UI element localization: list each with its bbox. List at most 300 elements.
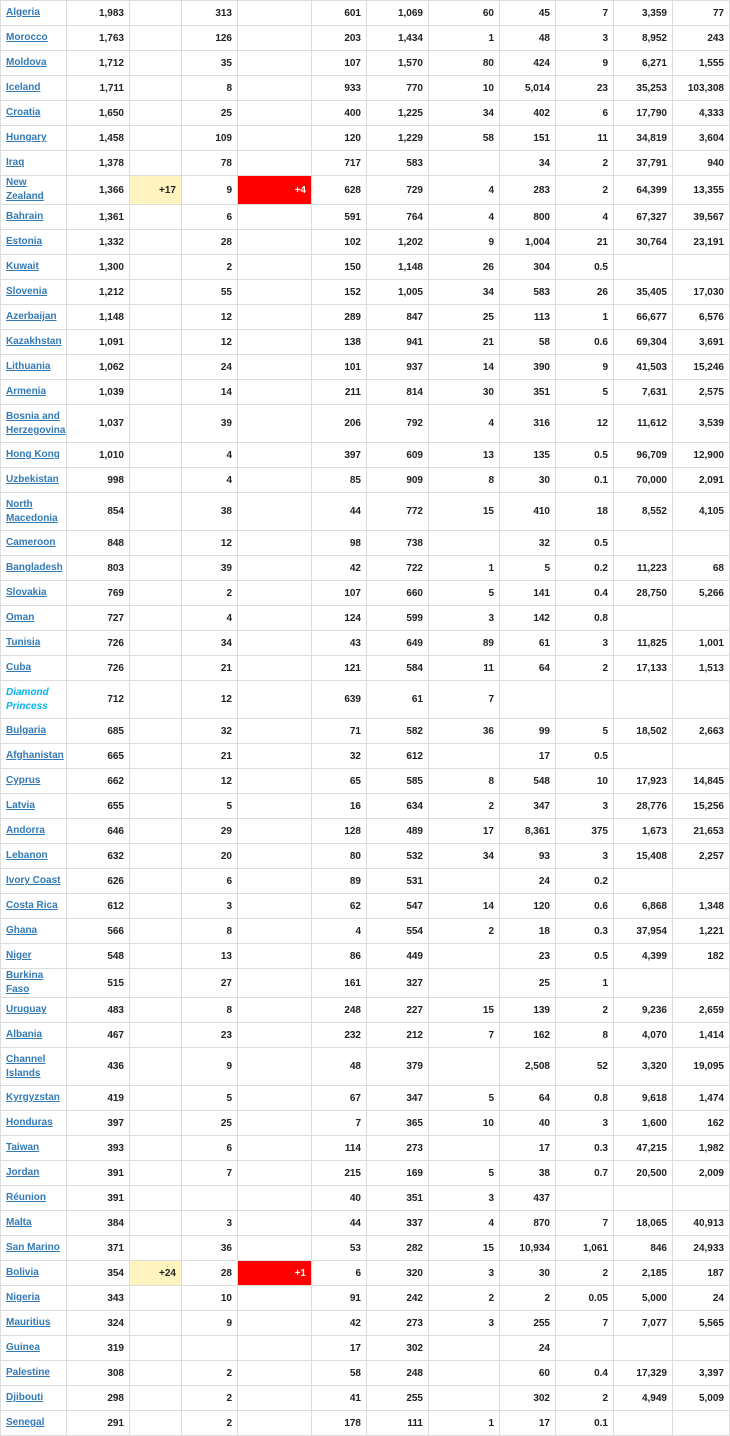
country-cell [1,969,67,998]
country-link[interactable]: Lebanon [6,850,48,861]
new-deaths-cell [238,681,312,719]
total-cases-cell: 685 [67,719,130,744]
country-cell [1,76,67,101]
serious-critical-cell: 4 [429,405,500,443]
total-cases-cell: 324 [67,1311,130,1336]
tests-per-1m-cell: 24,933 [673,1236,730,1261]
tests-per-1m-cell: 1,001 [673,631,730,656]
cases-per-1m-cell: 347 [500,794,556,819]
country-link[interactable]: Malta [6,1217,32,1228]
country-cell [1,769,67,794]
deaths-per-1m-cell: 52 [556,1048,614,1086]
serious-critical-cell: 13 [429,443,500,468]
total-deaths-cell: 14 [182,380,238,405]
new-cases-cell [130,944,182,969]
total-deaths-cell: 13 [182,944,238,969]
cases-per-1m-cell [500,681,556,719]
deaths-per-1m-cell: 0.5 [556,443,614,468]
total-deaths-cell: 36 [182,1236,238,1261]
country-link[interactable]: Bangladesh [6,562,63,573]
new-deaths-cell [238,744,312,769]
total-cases-cell: 548 [67,944,130,969]
cases-per-1m-cell: 437 [500,1186,556,1211]
tests-per-1m-cell: 103,308 [673,76,730,101]
total-recovered-cell: 42 [312,556,367,581]
new-deaths-cell [238,205,312,230]
country-link[interactable]: Tunisia [6,637,41,648]
total-cases-cell: 1,763 [67,26,130,51]
table-row [1,380,730,405]
serious-critical-cell: 3 [429,606,500,631]
new-deaths-cell [238,819,312,844]
total-deaths-cell: 55 [182,280,238,305]
new-deaths-cell [238,656,312,681]
total-cases-cell: 1,062 [67,355,130,380]
table-row [1,1136,730,1161]
table-row [1,1186,730,1211]
new-deaths-cell [238,631,312,656]
total-recovered-cell: 289 [312,305,367,330]
new-deaths-cell [238,944,312,969]
total-cases-cell: 712 [67,681,130,719]
serious-critical-cell: 1 [429,556,500,581]
total-recovered-cell: 128 [312,819,367,844]
total-tests-cell: 11,825 [614,631,673,656]
active-cases-cell: 583 [367,151,429,176]
active-cases-cell: 248 [367,1361,429,1386]
total-tests-cell: 18,502 [614,719,673,744]
new-cases-cell [130,230,182,255]
deaths-per-1m-cell: 10 [556,769,614,794]
serious-critical-cell: 34 [429,844,500,869]
country-cell [1,468,67,493]
new-deaths-cell [238,1,312,26]
total-tests-cell: 67,327 [614,205,673,230]
deaths-per-1m-cell: 0.2 [556,869,614,894]
country-link[interactable]: Bulgaria [6,725,47,736]
country-link[interactable]: Kuwait [6,261,39,272]
cases-per-1m-cell: 283 [500,176,556,205]
deaths-per-1m-cell: 0.3 [556,919,614,944]
total-cases-cell: 612 [67,894,130,919]
country-link[interactable]: Costa Rica [6,900,58,911]
total-tests-cell: 20,500 [614,1161,673,1186]
new-cases-cell [130,581,182,606]
country-link[interactable]: Uzbekistan [6,474,59,485]
cases-per-1m-cell: 1,004 [500,230,556,255]
tests-per-1m-cell [673,1336,730,1361]
new-cases-cell [130,769,182,794]
cases-per-1m-cell: 390 [500,355,556,380]
cases-per-1m-cell: 40 [500,1111,556,1136]
country-cell [1,556,67,581]
country-link[interactable]: Bosnia and Herzegovina [6,410,66,436]
new-cases-cell [130,405,182,443]
country-link[interactable]: Hungary [6,132,47,143]
cases-per-1m-cell: 61 [500,631,556,656]
country-link[interactable]: Cuba [6,662,31,673]
deaths-per-1m-cell: 0.6 [556,330,614,355]
table-row [1,1211,730,1236]
country-cell [1,631,67,656]
new-cases-cell [130,380,182,405]
cases-per-1m-cell: 18 [500,919,556,944]
country-link[interactable]: Hong Kong [6,449,60,460]
country-link[interactable]: Slovenia [6,286,48,297]
table-row [1,443,730,468]
cases-per-1m-cell: 424 [500,51,556,76]
tests-per-1m-cell: 2,009 [673,1161,730,1186]
table-row [1,1311,730,1336]
total-tests-cell: 3,320 [614,1048,673,1086]
total-recovered-cell: 107 [312,51,367,76]
new-cases-cell [130,1136,182,1161]
active-cases-cell: 729 [367,176,429,205]
total-deaths-cell: 39 [182,556,238,581]
country-link[interactable]: San Marino [6,1242,60,1253]
new-cases-cell [130,969,182,998]
total-deaths-cell: 21 [182,744,238,769]
new-deaths-cell [238,126,312,151]
country-cell [1,1336,67,1361]
country-cell [1,1386,67,1411]
country-link[interactable]: Nigeria [6,1292,40,1303]
country-link[interactable]: Armenia [6,386,47,397]
total-cases-cell: 391 [67,1186,130,1211]
new-deaths-cell [238,794,312,819]
country-link[interactable]: Réunion [6,1192,46,1203]
table-row [1,1361,730,1386]
active-cases-cell: 547 [367,894,429,919]
tests-per-1m-cell: 2,659 [673,998,730,1023]
cases-per-1m-cell: 302 [500,1386,556,1411]
deaths-per-1m-cell: 5 [556,719,614,744]
country-link[interactable]: Ivory Coast [6,875,61,886]
deaths-per-1m-cell: 0.3 [556,1136,614,1161]
new-cases-cell: +17 [130,176,182,205]
country-cell [1,744,67,769]
country-link[interactable]: Channel Islands [6,1053,46,1079]
country-cell [1,1361,67,1386]
country-link[interactable]: Guinea [6,1342,40,1353]
country-link[interactable]: Cameroon [6,537,56,548]
deaths-per-1m-cell: 9 [556,355,614,380]
new-deaths-cell [238,443,312,468]
new-deaths-cell [238,1186,312,1211]
total-recovered-cell: 178 [312,1411,367,1436]
deaths-per-1m-cell: 3 [556,794,614,819]
country-link[interactable]: Djibouti [6,1392,44,1403]
new-cases-cell [130,1,182,26]
cases-per-1m-cell: 316 [500,405,556,443]
total-deaths-cell: 2 [182,1386,238,1411]
country-link[interactable]: Iraq [6,157,25,168]
serious-critical-cell: 15 [429,493,500,531]
active-cases-cell: 1,225 [367,101,429,126]
total-recovered-cell: 121 [312,656,367,681]
total-tests-cell: 8,952 [614,26,673,51]
new-cases-cell [130,255,182,280]
table-row [1,556,730,581]
tests-per-1m-cell: 3,604 [673,126,730,151]
total-deaths-cell: 28 [182,230,238,255]
country-link[interactable]: Kyrgyzstan [6,1092,60,1103]
tests-per-1m-cell: 2,257 [673,844,730,869]
table-row [1,919,730,944]
new-deaths-cell [238,1136,312,1161]
country-link[interactable]: Bahrain [6,211,44,222]
country-link[interactable]: Afghanistan [6,750,64,761]
deaths-per-1m-cell: 0.6 [556,894,614,919]
total-cases-cell: 854 [67,493,130,531]
tests-per-1m-cell: 1,221 [673,919,730,944]
deaths-per-1m-cell: 2 [556,656,614,681]
new-deaths-cell [238,1411,312,1436]
total-deaths-cell: 9 [182,1311,238,1336]
country-cell [1,255,67,280]
total-cases-cell: 319 [67,1336,130,1361]
cases-per-1m-cell: 24 [500,869,556,894]
country-link[interactable]: Taiwan [6,1142,40,1153]
total-cases-cell: 1,361 [67,205,130,230]
cases-per-1m-cell: 410 [500,493,556,531]
country-link[interactable]: Estonia [6,236,43,247]
new-cases-cell [130,126,182,151]
country-link[interactable]: Albania [6,1029,43,1040]
new-cases-cell [130,719,182,744]
country-link[interactable]: Oman [6,612,35,623]
cases-per-1m-cell: 548 [500,769,556,794]
tests-per-1m-cell: 4,105 [673,493,730,531]
deaths-per-1m-cell: 7 [556,1211,614,1236]
tests-per-1m-cell [673,681,730,719]
active-cases-cell: 660 [367,581,429,606]
tests-per-1m-cell [673,531,730,556]
active-cases-cell: 242 [367,1286,429,1311]
deaths-per-1m-cell: 0.05 [556,1286,614,1311]
table-row [1,769,730,794]
country-link[interactable]: Senegal [6,1417,45,1428]
active-cases-cell: 722 [367,556,429,581]
tests-per-1m-cell: 243 [673,26,730,51]
cases-per-1m-cell: 38 [500,1161,556,1186]
table-row [1,330,730,355]
new-deaths-cell [238,894,312,919]
total-cases-cell: 371 [67,1236,130,1261]
country-link[interactable]: Cyprus [6,775,41,786]
tests-per-1m-cell: 68 [673,556,730,581]
total-deaths-cell: 12 [182,330,238,355]
country-cell [1,1211,67,1236]
table-row [1,1261,730,1286]
country-link[interactable]: Latvia [6,800,35,811]
serious-critical-cell: 36 [429,719,500,744]
country-link[interactable]: Honduras [6,1117,53,1128]
tests-per-1m-cell: 1,414 [673,1023,730,1048]
country-link[interactable]: Morocco [6,32,48,43]
tests-per-1m-cell: 4,333 [673,101,730,126]
table-row [1,280,730,305]
country-link[interactable]: Jordan [6,1167,40,1178]
total-tests-cell: 4,399 [614,944,673,969]
total-tests-cell [614,1186,673,1211]
total-recovered-cell: 591 [312,205,367,230]
country-link[interactable]: Lithuania [6,361,51,372]
total-deaths-cell: 29 [182,819,238,844]
total-recovered-cell: 4 [312,919,367,944]
new-cases-cell [130,1361,182,1386]
serious-critical-cell: 7 [429,1023,500,1048]
country-link[interactable]: Algeria [6,7,40,18]
total-recovered-cell: 65 [312,769,367,794]
country-cell [1,1023,67,1048]
country-cell [1,51,67,76]
deaths-per-1m-cell: 0.4 [556,581,614,606]
total-deaths-cell: 12 [182,531,238,556]
deaths-per-1m-cell: 2 [556,998,614,1023]
country-link[interactable]: North Macedonia [6,498,58,524]
cases-per-1m-cell: 8,361 [500,819,556,844]
country-link[interactable]: Croatia [6,107,41,118]
total-recovered-cell: 16 [312,794,367,819]
table-row [1,606,730,631]
country-link[interactable]: Iceland [6,82,41,93]
country-link[interactable]: Azerbaijan [6,311,57,322]
country-cell [1,305,67,330]
active-cases-cell: 351 [367,1186,429,1211]
new-cases-cell [130,606,182,631]
total-deaths-cell: 38 [182,493,238,531]
total-tests-cell: 1,673 [614,819,673,844]
deaths-per-1m-cell: 4 [556,205,614,230]
new-deaths-cell [238,998,312,1023]
deaths-per-1m-cell: 0.5 [556,944,614,969]
new-deaths-cell: +1 [238,1261,312,1286]
country-link[interactable]: Slovakia [6,587,47,598]
total-recovered-cell: 203 [312,26,367,51]
country-link[interactable]: Moldova [6,57,47,68]
active-cases-cell: 489 [367,819,429,844]
country-link[interactable]: Kazakhstan [6,336,62,347]
total-tests-cell: 70,000 [614,468,673,493]
country-link[interactable]: Mauritius [6,1317,51,1328]
serious-critical-cell: 14 [429,894,500,919]
total-recovered-cell: 42 [312,1311,367,1336]
new-deaths-cell [238,556,312,581]
cases-per-1m-cell: 2 [500,1286,556,1311]
new-deaths-cell: +4 [238,176,312,205]
new-cases-cell [130,1111,182,1136]
table-row [1,794,730,819]
new-deaths-cell [238,1111,312,1136]
country-link[interactable]: Bolivia [6,1267,39,1278]
total-recovered-cell: 91 [312,1286,367,1311]
deaths-per-1m-cell: 3 [556,631,614,656]
total-deaths-cell: 5 [182,794,238,819]
active-cases-cell: 1,069 [367,1,429,26]
active-cases-cell: 609 [367,443,429,468]
cases-per-1m-cell: 583 [500,280,556,305]
country-cell [1,581,67,606]
active-cases-cell: 365 [367,1111,429,1136]
new-deaths-cell [238,1211,312,1236]
total-deaths-cell: 2 [182,581,238,606]
country-link[interactable]: New Zealand [6,177,44,202]
country-link[interactable]: Palestine [6,1367,50,1378]
country-link[interactable]: Burkina Faso [6,970,44,995]
country-link[interactable]: Uruguay [6,1004,47,1015]
total-cases-cell: 436 [67,1048,130,1086]
table-row [1,1386,730,1411]
total-deaths-cell: 7 [182,1161,238,1186]
total-tests-cell: 35,253 [614,76,673,101]
new-cases-cell: +24 [130,1261,182,1286]
serious-critical-cell [429,1136,500,1161]
new-deaths-cell [238,26,312,51]
total-cases-cell: 726 [67,631,130,656]
new-cases-cell [130,531,182,556]
country-link[interactable]: Niger [6,950,32,961]
total-recovered-cell: 89 [312,869,367,894]
country-cell [1,1311,67,1336]
total-tests-cell: 5,000 [614,1286,673,1311]
deaths-per-1m-cell: 26 [556,280,614,305]
country-cell [1,493,67,531]
country-cell [1,126,67,151]
table-row [1,205,730,230]
deaths-per-1m-cell: 0.2 [556,556,614,581]
cases-per-1m-cell: 5 [500,556,556,581]
deaths-per-1m-cell: 0.7 [556,1161,614,1186]
new-deaths-cell [238,1048,312,1086]
table-row [1,1236,730,1261]
country-cell [1,606,67,631]
total-deaths-cell: 126 [182,26,238,51]
total-cases-cell: 354 [67,1261,130,1286]
total-cases-cell: 391 [67,1161,130,1186]
total-cases-cell: 1,712 [67,51,130,76]
country-link[interactable]: Ghana [6,925,38,936]
cases-per-1m-cell: 151 [500,126,556,151]
total-deaths-cell: 27 [182,969,238,998]
table-row [1,1286,730,1311]
table-row [1,255,730,280]
deaths-per-1m-cell: 3 [556,26,614,51]
serious-critical-cell: 80 [429,51,500,76]
cases-per-1m-cell: 17 [500,1136,556,1161]
total-deaths-cell: 3 [182,1211,238,1236]
serious-critical-cell: 89 [429,631,500,656]
new-cases-cell [130,1211,182,1236]
deaths-per-1m-cell: 2 [556,176,614,205]
country-link[interactable]: Andorra [6,825,45,836]
new-cases-cell [130,1086,182,1111]
new-deaths-cell [238,468,312,493]
total-recovered-cell: 6 [312,1261,367,1286]
new-cases-cell [130,919,182,944]
serious-critical-cell: 60 [429,1,500,26]
serious-critical-cell [429,744,500,769]
active-cases-cell: 531 [367,869,429,894]
new-cases-cell [130,1023,182,1048]
total-tests-cell: 35,405 [614,280,673,305]
country-cell [1,176,67,205]
tests-per-1m-cell: 2,575 [673,380,730,405]
table-row [1,681,730,719]
new-deaths-cell [238,151,312,176]
total-tests-cell: 47,215 [614,1136,673,1161]
new-deaths-cell [238,101,312,126]
